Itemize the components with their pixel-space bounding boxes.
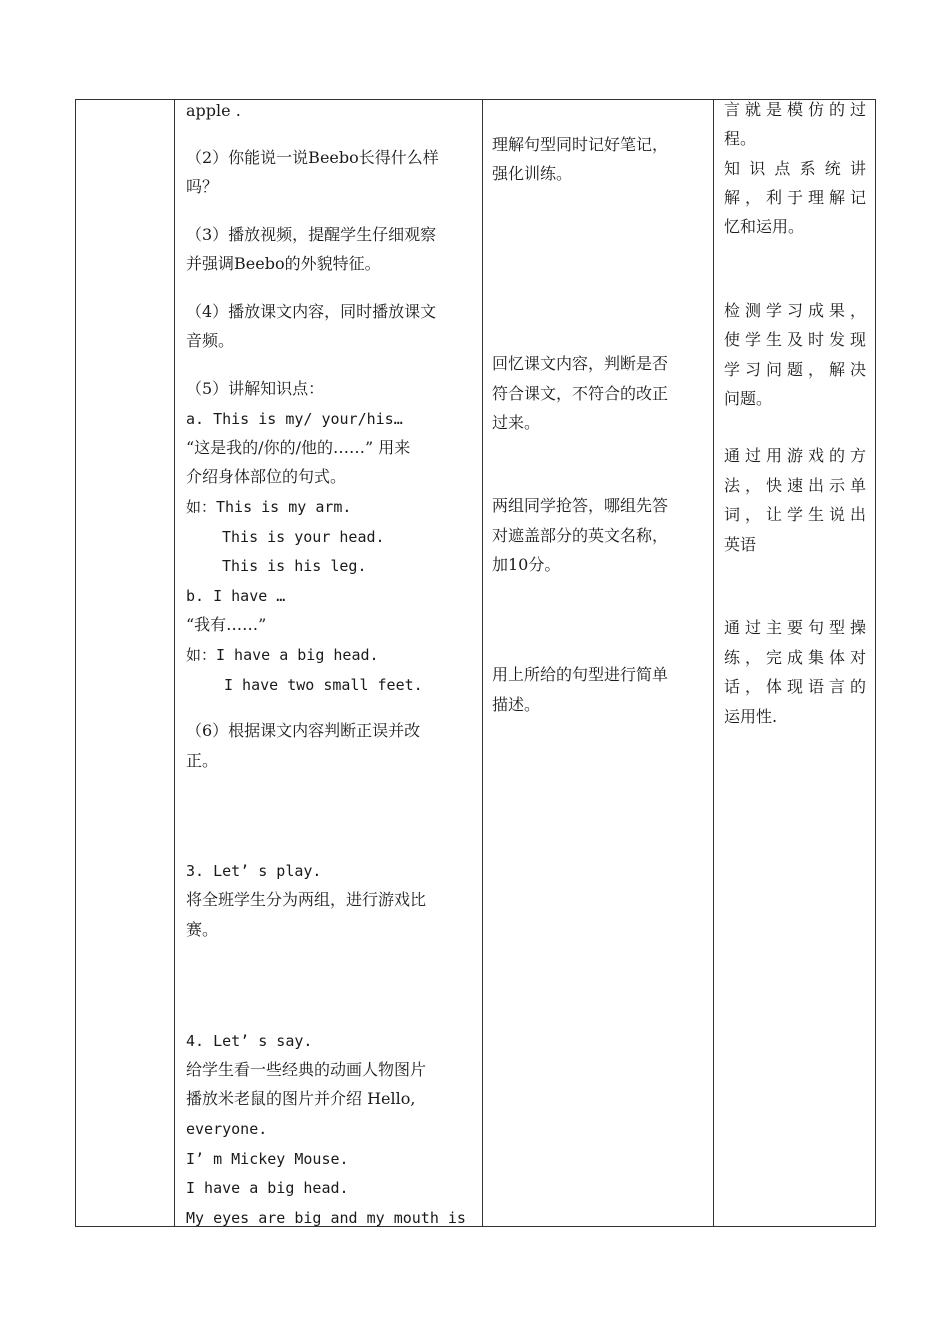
intent-line: 学习问题，解决 bbox=[724, 360, 866, 379]
process-line: a. This is my/ your/his… bbox=[186, 410, 403, 428]
student-line: 强化训练。 bbox=[492, 164, 573, 183]
process-line: （6）根据课文内容判断正误并改 bbox=[186, 721, 421, 740]
intent-line: 问题。 bbox=[724, 389, 773, 408]
intent-line: 法，快速出示单 bbox=[724, 476, 866, 495]
student-line: 两组同学抢答，哪组先答 bbox=[492, 496, 669, 515]
intent-line: 练，完成集体对 bbox=[724, 648, 866, 667]
intent-line: 解，利于理解记 bbox=[724, 188, 866, 207]
student-line: 理解句型同时记好笔记， bbox=[492, 135, 669, 154]
process-line: My eyes are big and my mouth is bbox=[186, 1209, 466, 1227]
intent-line: 通过用游戏的方 bbox=[724, 446, 866, 465]
intent-line: 使学生及时发现 bbox=[724, 330, 866, 349]
process-line: 吗？ bbox=[186, 177, 219, 196]
student-line: 描述。 bbox=[492, 695, 541, 714]
process-line: This is your head. bbox=[222, 528, 385, 546]
intent-line: 检测学习成果， bbox=[724, 301, 866, 320]
lesson-plan-table bbox=[75, 99, 876, 1227]
intent-line: 言就是模仿的过 bbox=[724, 100, 866, 119]
intent-line: 话，体现语言的 bbox=[724, 677, 866, 696]
process-line: “我有……” bbox=[186, 615, 267, 634]
process-line: 3. Let’ s play. bbox=[186, 862, 322, 880]
stage-column-cell bbox=[76, 100, 175, 1227]
student-line: 回忆课文内容，判断是否 bbox=[492, 354, 669, 373]
student-line: 用上所给的句型进行简单 bbox=[492, 665, 669, 684]
intent-line: 程。 bbox=[724, 129, 757, 148]
student-line: 符合课文，不符合的改正 bbox=[492, 384, 669, 403]
process-line: everyone. bbox=[186, 1120, 268, 1138]
design-intent-cell bbox=[714, 100, 876, 1227]
process-line: 如：This is my arm. bbox=[186, 498, 352, 516]
process-line: I have two small feet. bbox=[224, 676, 423, 694]
process-line: 介绍身体部位的句式。 bbox=[186, 467, 347, 486]
process-line: I have a big head. bbox=[186, 1179, 349, 1197]
process-line: （5）讲解知识点： bbox=[186, 379, 325, 398]
process-line: This is his leg. bbox=[222, 557, 367, 575]
intent-line: 运用性. bbox=[724, 707, 778, 726]
intent-line: 英语 bbox=[724, 535, 757, 554]
process-line: 4. Let’ s say. bbox=[186, 1032, 313, 1050]
process-line: 给学生看一些经典的动画人物图片 bbox=[186, 1060, 427, 1079]
teaching-process-cell bbox=[175, 100, 483, 1227]
process-line: （2）你能说一说Beebo长得什么样 bbox=[186, 148, 439, 167]
student-line: 对遮盖部分的英文名称， bbox=[492, 526, 669, 545]
process-line: 赛。 bbox=[186, 920, 219, 939]
student-activity-cell bbox=[483, 100, 714, 1227]
student-line: 过来。 bbox=[492, 413, 541, 432]
intent-line: 通过主要句型操 bbox=[724, 618, 866, 637]
process-line: 如：I have a big head. bbox=[186, 646, 379, 664]
process-line: b. I have … bbox=[186, 587, 286, 605]
process-line: 音频。 bbox=[186, 331, 235, 350]
process-line: 播放米老鼠的图片并介绍 Hello, bbox=[186, 1089, 416, 1108]
process-line: I’ m Mickey Mouse. bbox=[186, 1150, 349, 1168]
process-line: （3）播放视频，提醒学生仔细观察 bbox=[186, 225, 437, 244]
process-line: 将全班学生分为两组，进行游戏比 bbox=[186, 890, 427, 909]
process-line: 并强调Beebo的外貌特征。 bbox=[186, 254, 381, 273]
process-line: apple . bbox=[186, 101, 241, 120]
process-line: （4）播放课文内容，同时播放课文 bbox=[186, 302, 437, 321]
intent-line: 词，让学生说出 bbox=[724, 505, 866, 524]
intent-line: 知识点系统讲 bbox=[724, 159, 866, 178]
intent-line: 忆和运用。 bbox=[724, 217, 805, 236]
process-line: 正。 bbox=[186, 751, 219, 770]
student-line: 加10分。 bbox=[492, 555, 561, 574]
process-line: “这是我的/你的/他的……” 用来 bbox=[186, 438, 411, 457]
